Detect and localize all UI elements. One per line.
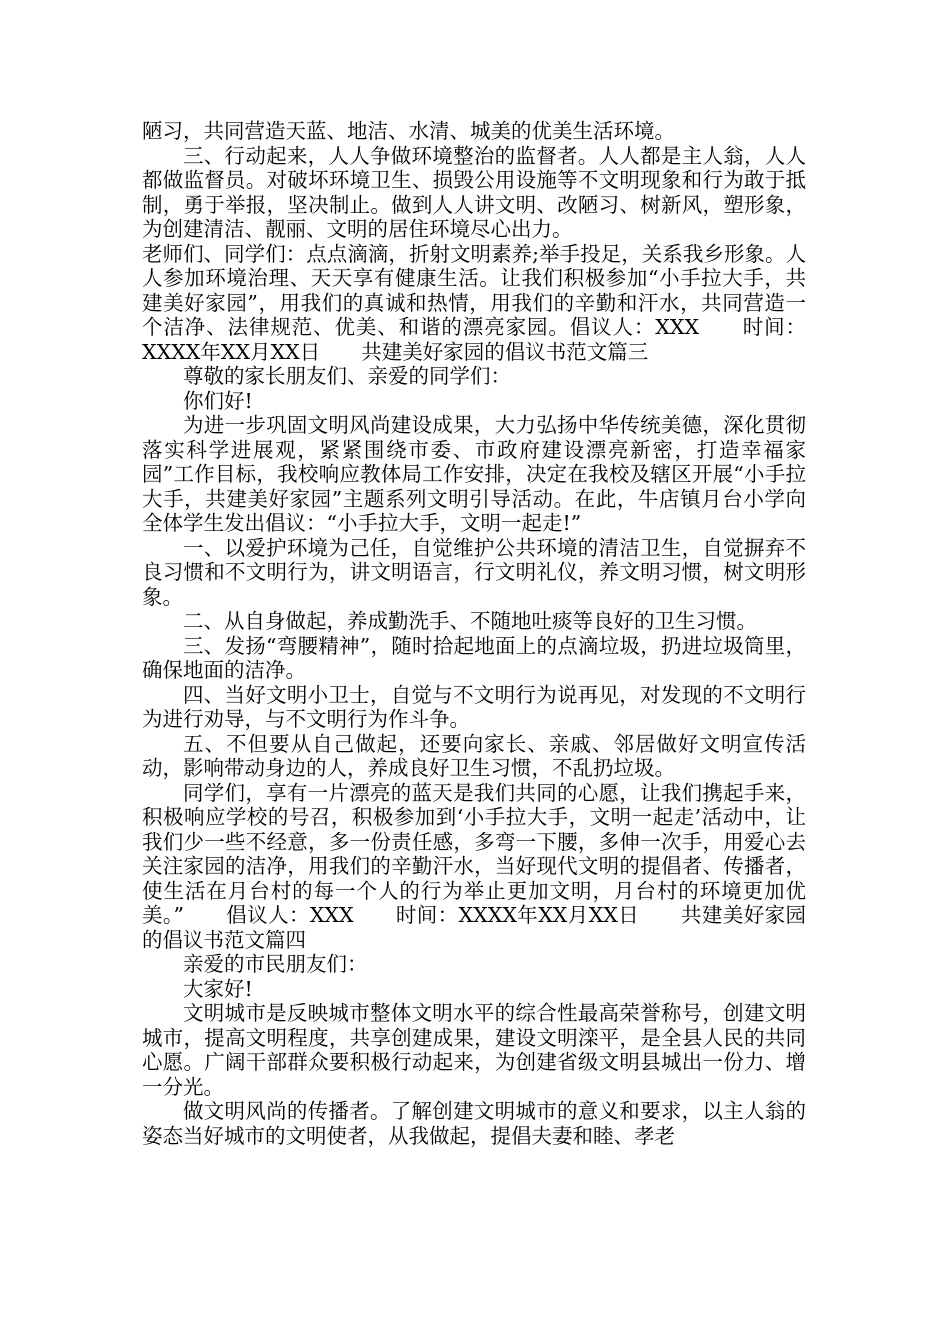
paragraph-16: 做文明风尚的传播者。了解创建文明城市的意义和要求，以主人翁的姿态当好城市的文明使者，从我做起，提倡夫妻和睦、孝老 bbox=[142, 1099, 806, 1148]
paragraph-1: 陋习，共同营造天蓝、地洁、水清、城美的优美生活环境。 bbox=[142, 119, 675, 143]
paragraph-8: 二、从自身做起，养成勤洗手、不随地吐痰等良好的卫生习惯。 bbox=[183, 609, 757, 633]
paragraph-15: 文明城市是反映城市整体文明水平的综合性最高荣誉称号，创建文明城市，提高文明程度，共享创建成果，建设文明滦平，是全县人民的共同心愿。广阔干部群众要积极行动起来，为创建省级文明县城出一份力、增一分光。 bbox=[142, 1001, 806, 1099]
paragraph-6: 为进一步巩固文明风尚建设成果，大力弘扬中华传统美德，深化贯彻落实科学进展观，紧紧围绕市委、市政府建设漂亮新密，打造幸福家园”工作目标，我校响应教体局工作安排，决定在我校及辖区开展“小手拉大手，共建美好家园”主题系列文明引导活动。在此，牛店镇月台小学向全体学生发出倡议：“小手拉大手，文明一起走!” bbox=[142, 413, 806, 535]
paragraph-11: 五、不但要从自己做起，还要向家长、亲戚、邻居做好文明宣传活动，影响带动身边的人，养成良好卫生习惯，不乱扔垃圾。 bbox=[142, 731, 806, 780]
paragraph-12: 同学们，享有一片漂亮的蓝天是我们共同的心愿，让我们携起手来，积极响应学校的号召，积极参加到‘小手拉大手，文明一起走’活动中，让我们少一些不经意，多一份责任感，多弯一下腰，多伸一次手，用爱心去关注家园的洁净，用我们的辛勤汗水，当好现代文明的提倡者、传播者，使生活在月台村的每一个人的行为举止更加文明，月台村的环境更加优美。” 倡议人：XXX 时间：XXXX年XX月XX日 共建美好家园的倡议书范文篇四 bbox=[142, 780, 806, 952]
paragraph-9: 三、发扬“弯腰精神”，随时拾起地面上的点滴垃圾，扔进垃圾筒里，确保地面的洁净。 bbox=[142, 633, 806, 682]
paragraph-13: 亲爱的市民朋友们： bbox=[183, 952, 368, 976]
document-page bbox=[142, 119, 806, 1148]
paragraph-3: 老师们、同学们：点点滴滴，折射文明素养;举手投足，关系我乡形象。人人参加环境治理、天天享有健康生活。让我们积极参加“小手拉大手，共建美好家园”，用我们的真诚和热情，用我们的辛勤和汗水，共同营造一个洁净、法律规范、优美、和谐的漂亮家园。倡议人：XXX 时间：XXXX年XX月XX日 共建美好家园的倡议书范文篇三 bbox=[142, 241, 806, 364]
paragraph-2: 三、行动起来，人人争做环境整治的监督者。人人都是主人翁，人人都做监督员。对破坏环境卫生、损毁公用设施等不文明现象和行为敢于抵制，勇于举报，坚决制止。做到人人讲文明、改陋习、树新风，塑形象，为创建清洁、靓丽、文明的居住环境尽心出力。 bbox=[142, 143, 806, 241]
paragraph-4: 尊敬的家长朋友们、亲爱的同学们： bbox=[183, 364, 511, 388]
paragraph-14: 大家好! bbox=[183, 976, 253, 1001]
paragraph-10: 四、当好文明小卫士，自觉与不文明行为说再见，对发现的不文明行为进行劝导，与不文明行为作斗争。 bbox=[142, 682, 806, 731]
paragraph-5: 你们好! bbox=[183, 388, 253, 413]
paragraph-7: 一、以爱护环境为己任，自觉维护公共环境的清洁卫生，自觉摒弃不良习惯和不文明行为，讲文明语言，行文明礼仪，养文明习惯，树文明形象。 bbox=[142, 535, 806, 609]
